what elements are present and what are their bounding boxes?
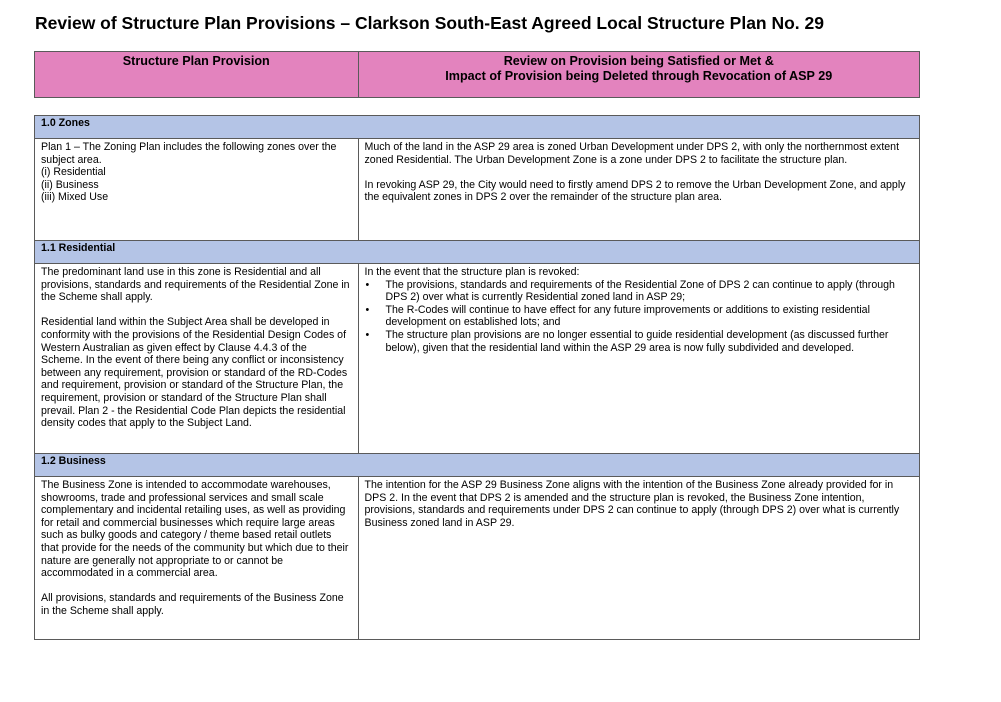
list-item: (iii) Mixed Use xyxy=(41,191,109,204)
review-text: In the event that the structure plan is revoked: xyxy=(364,266,580,278)
provision-cell-residential xyxy=(35,264,359,454)
table-row xyxy=(35,264,920,454)
document-title: Review of Structure Plan Provisions – Clarkson South-East Agreed Local Structure Plan No. 29 xyxy=(35,13,824,33)
bullet-icon: • xyxy=(365,278,370,291)
table-row xyxy=(35,139,920,241)
section-heading-row xyxy=(35,454,920,477)
section-heading-residential: 1.1 Residential xyxy=(35,241,920,264)
list-item xyxy=(365,329,914,354)
header-review-label-line2: Impact of Provision being Deleted through Revocation of ASP 29 xyxy=(445,69,833,83)
header-row xyxy=(35,52,920,98)
header-review-cell xyxy=(358,52,920,98)
list-item-text: The R-Codes will continue to have effect for any future improvements or additions to existing residential development on established lots; and xyxy=(385,303,870,329)
provision-text: The predominant land use in this zone is Residential and all provisions, standards and requirements of the Residential Zone in the Scheme shall apply. xyxy=(41,266,350,304)
provision-text: Residential land within the Subject Area shall be developed in conformity with the provisions of the Residential Design Codes of Western Australian as given effect by Clause 4.4.3 of the Scheme. In the event of there being any conflict or inconsistency between any requirement, provision or standard of the RD-Codes and requirement, provision or standard of the Structure Plan, the requirement, provision or standard of the Structure Plan shall prevail. Plan 2 - the Residential Code Plan depicts the residential density codes that apply to the Subject Land. xyxy=(41,316,348,430)
provision-text: The Business Zone is intended to accommodate warehouses, showrooms, trade and professional services and small scale complementary and incidental retailing uses, as well as providing for retail and commercial businesses which require large areas such as bulky goods and category / theme based retail outlets that provide for the needs of the community but which due to their nature are generally not appropriate to or cannot be accommodated in a commercial area. xyxy=(41,479,349,580)
provision-text: All provisions, standards and requirements of the Business Zone in the Scheme shall apply. xyxy=(41,592,344,617)
header-provision-label: Structure Plan Provision xyxy=(122,54,270,68)
table-row xyxy=(35,477,920,640)
review-text: Much of the land in the ASP 29 area is zoned Urban Development under DPS 2, with only the northernmost extent zoned Residential. The Urban Development Zone is a zone under DPS 2 to facilitate the structure plan. xyxy=(364,141,900,166)
bullet-icon: • xyxy=(365,328,370,341)
list-item xyxy=(365,279,914,304)
provision-cell-business xyxy=(35,477,359,640)
section-heading-business: 1.2 Business xyxy=(35,454,920,477)
list-item: (i) Residential xyxy=(41,166,106,179)
header-review-label-line1: Review on Provision being Satisfied or Met & xyxy=(503,54,774,68)
provision-text: Plan 1 – The Zoning Plan includes the following zones over the subject area. xyxy=(41,141,337,166)
section-heading-row xyxy=(35,241,920,264)
section-heading-row xyxy=(35,116,920,139)
list-item xyxy=(365,304,914,329)
review-text: The intention for the ASP 29 Business Zone aligns with the intention of the Business Zone already provided for in DPS 2. In the event that DPS 2 is amended and the structure plan is revoked, the Business Zone intention, provisions, standards and requirements under DPS 2 can continue to apply (through DPS 2) over what is currently Business zoned land in ASP 29. xyxy=(364,479,900,529)
list-item-text: The structure plan provisions are no longer essential to guide residential development (as discussed further below), given that the residential land within the ASP 29 area is now fully subdivided and developed. xyxy=(385,328,889,354)
bullet-list xyxy=(365,279,914,355)
provisions-table xyxy=(34,115,920,640)
review-cell-zones xyxy=(358,139,920,241)
review-text: In revoking ASP 29, the City would need to firstly amend DPS 2 to remove the Urban Development Zone, and apply the equivalent zones in DPS 2 over the remainder of the structure plan area. xyxy=(364,178,906,204)
header-provision-cell xyxy=(35,52,359,98)
review-cell-business xyxy=(358,477,920,640)
list-item-text: The provisions, standards and requirements of the Residential Zone of DPS 2 can continue to apply (through DPS 2) over what is currently Residential zoned land in ASP 29; xyxy=(385,278,895,304)
provision-cell-zones xyxy=(35,139,359,241)
review-cell-residential xyxy=(358,264,920,454)
bullet-icon: • xyxy=(365,303,370,316)
section-heading-zones: 1.0 Zones xyxy=(35,116,920,139)
list-item: (ii) Business xyxy=(41,178,99,191)
header-table xyxy=(34,51,920,98)
